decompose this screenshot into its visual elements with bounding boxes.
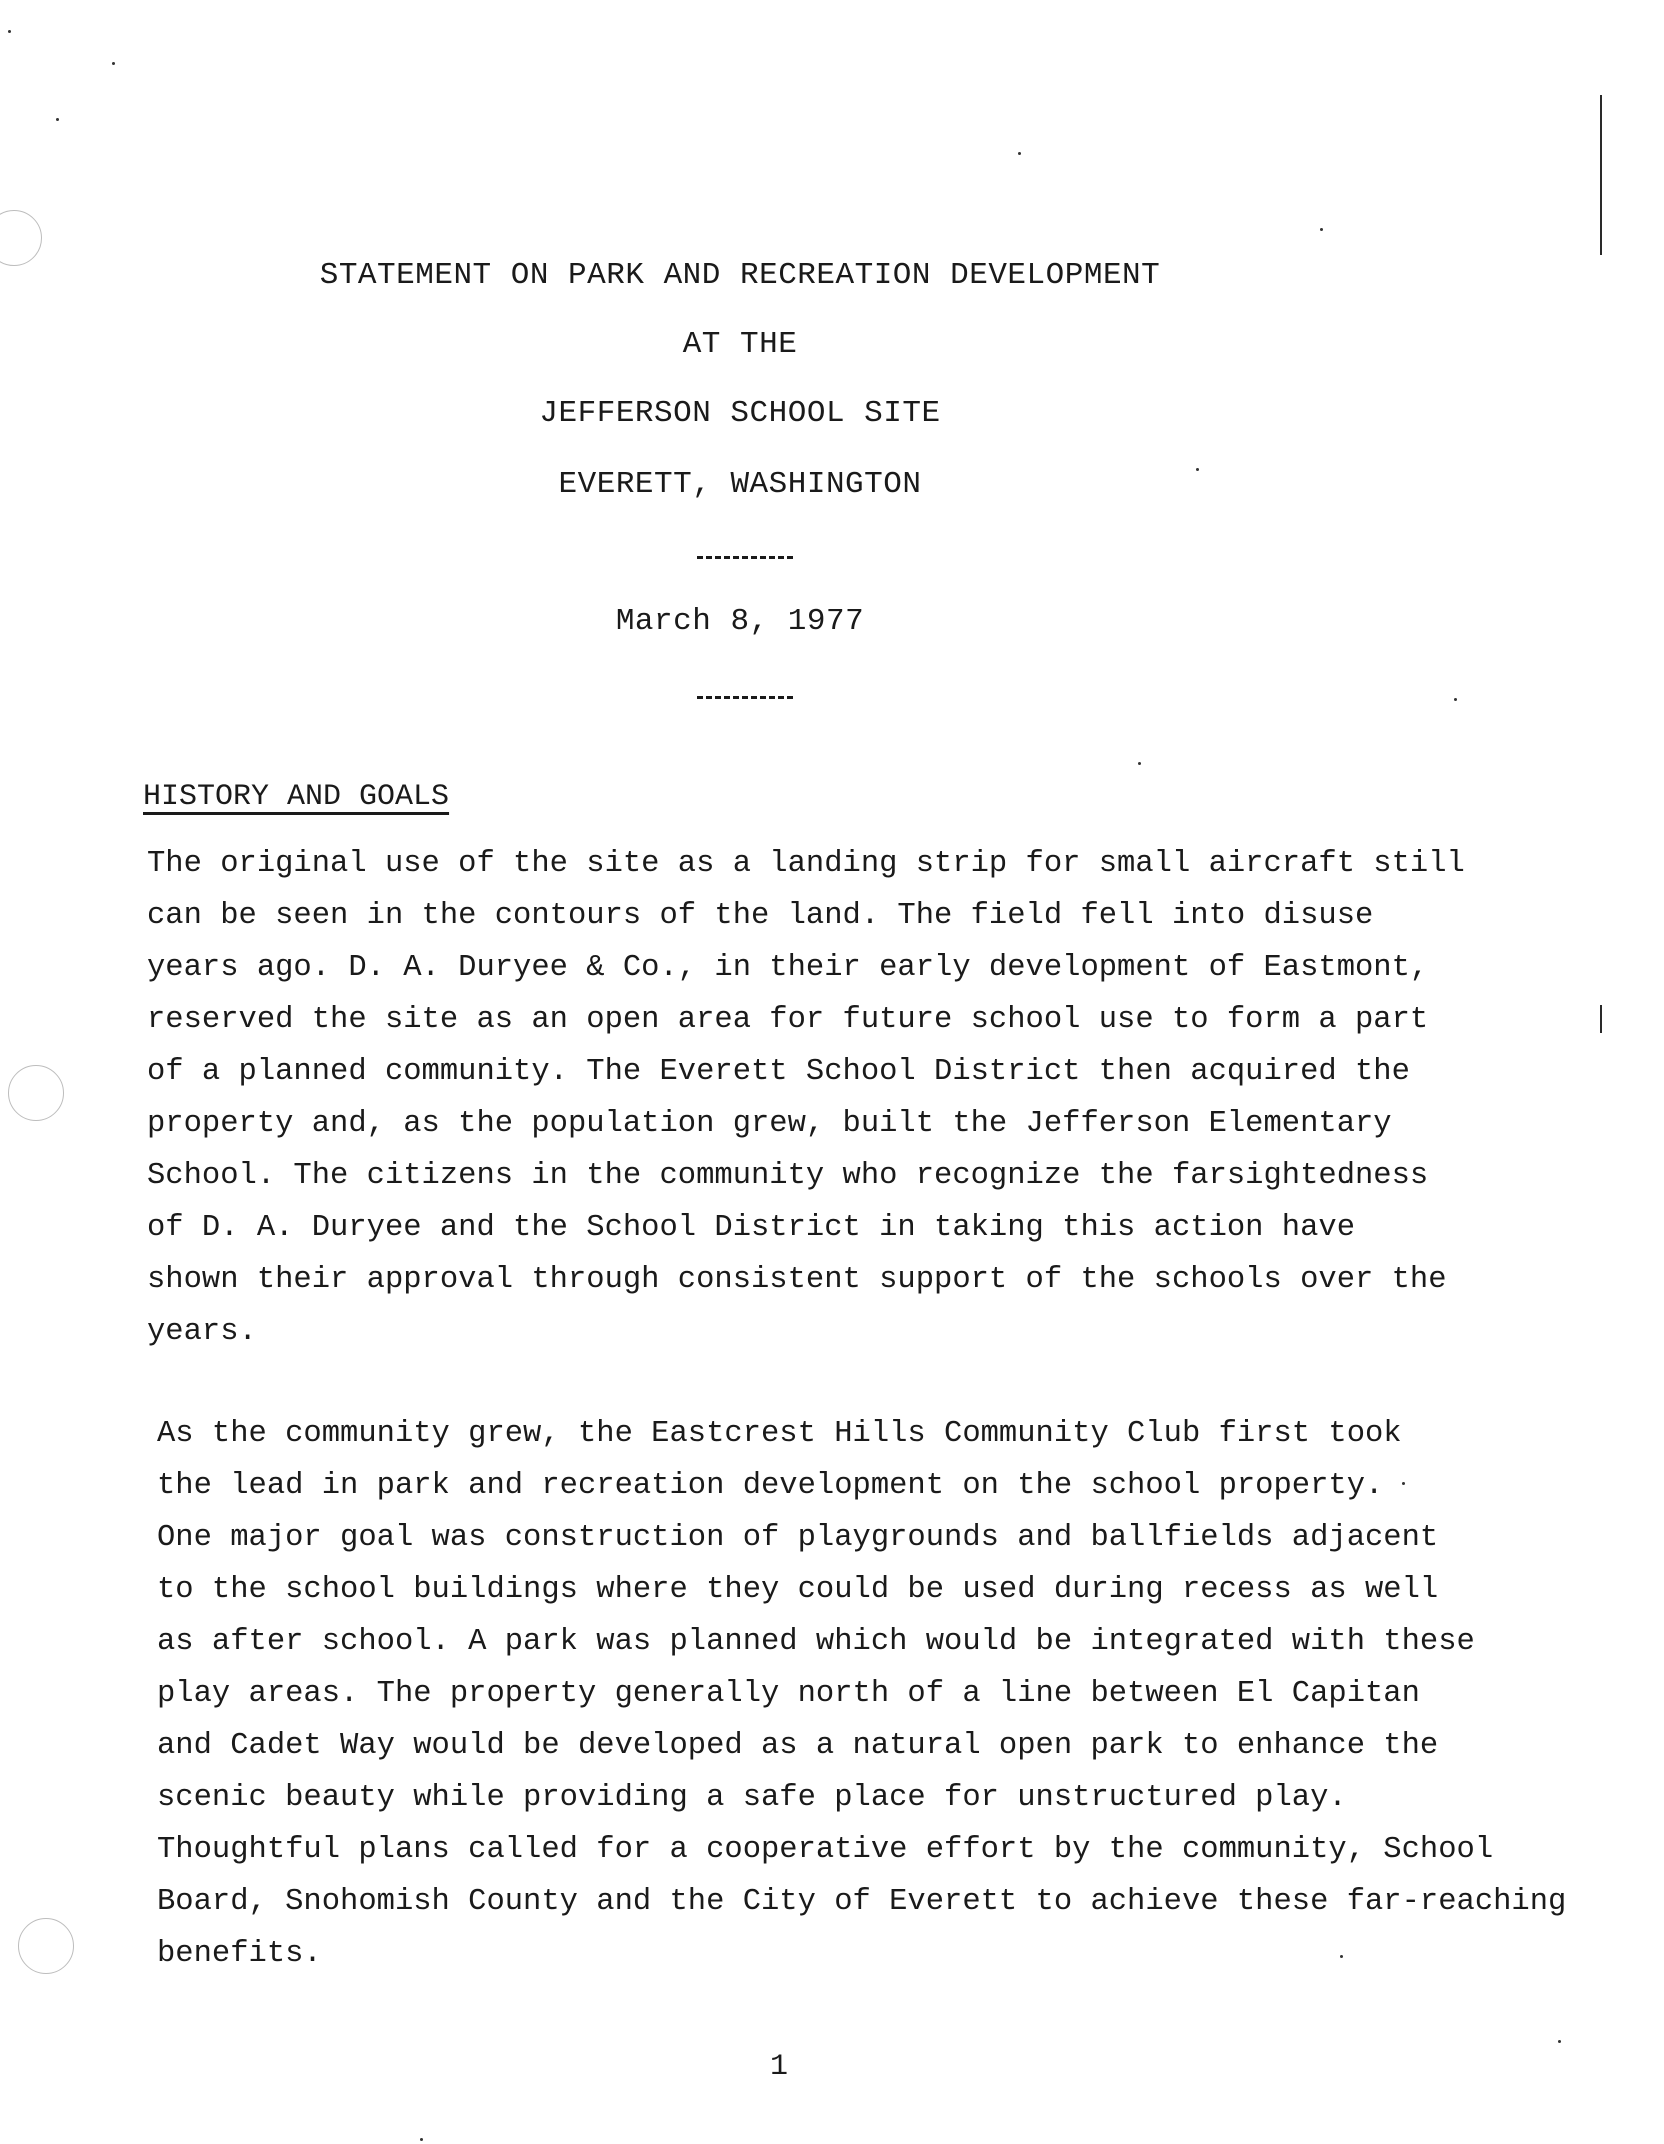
title-divider-bottom bbox=[697, 696, 793, 699]
paragraph-line: and Cadet Way would be developed as a natural open park to enhance the bbox=[157, 1729, 1439, 1763]
page-number: 1 bbox=[770, 2050, 789, 2084]
paragraph-line: shown their approval through consistent support of the schools over the bbox=[147, 1263, 1447, 1297]
scan-speck bbox=[420, 2138, 423, 2141]
document-title-line-2: AT THE bbox=[682, 327, 798, 362]
scan-speck bbox=[8, 30, 11, 33]
paragraph-line: play areas. The property generally north of a line between El Capitan bbox=[157, 1677, 1420, 1711]
section-heading: HISTORY AND GOALS bbox=[143, 780, 450, 814]
paragraph-line: to the school buildings where they could be used during recess as well bbox=[157, 1573, 1439, 1607]
scan-edge-mark bbox=[1600, 1005, 1602, 1033]
paragraph-line: reserved the site as an open area for future school use to form a part bbox=[147, 1003, 1429, 1037]
scan-edge-line bbox=[1600, 95, 1602, 255]
scan-speck bbox=[1454, 698, 1457, 701]
punch-hole-middle bbox=[8, 1065, 64, 1121]
scan-speck bbox=[112, 62, 115, 65]
document-title-line-1: STATEMENT ON PARK AND RECREATION DEVELOPMENT bbox=[319, 258, 1161, 293]
scan-speck bbox=[1558, 2040, 1561, 2043]
paragraph-line: of D. A. Duryee and the School District in taking this action have bbox=[147, 1211, 1355, 1245]
paragraph-history bbox=[147, 838, 1465, 1358]
paragraph-line: of a planned community. The Everett School District then acquired the bbox=[147, 1055, 1410, 1089]
paragraph-line: years. bbox=[147, 1315, 257, 1349]
paragraph-line: benefits. bbox=[157, 1937, 322, 1971]
scan-speck bbox=[1320, 228, 1323, 231]
paragraph-line: property and, as the population grew, built the Jefferson Elementary bbox=[147, 1107, 1392, 1141]
document-title-line-4: EVERETT, WASHINGTON bbox=[558, 467, 922, 502]
paragraph-line: Thoughtful plans called for a cooperative effort by the community, School bbox=[157, 1833, 1494, 1867]
paragraph-line: as after school. A park was planned which would be integrated with these bbox=[157, 1625, 1475, 1659]
document-title-line-3: JEFFERSON SCHOOL SITE bbox=[539, 396, 941, 431]
scan-speck bbox=[1138, 762, 1141, 765]
paragraph-line: As the community grew, the Eastcrest Hills Community Club first took bbox=[157, 1417, 1402, 1451]
paragraph-line: can be seen in the contours of the land. The field fell into disuse bbox=[147, 899, 1374, 933]
document-date: March 8, 1977 bbox=[615, 604, 865, 639]
paragraph-line: Board, Snohomish County and the City of Everett to achieve these far-reaching bbox=[157, 1885, 1567, 1919]
paragraph-line: The original use of the site as a landing strip for small aircraft still bbox=[147, 847, 1465, 881]
paragraph-line: the lead in park and recreation development on the school property. bbox=[157, 1469, 1384, 1503]
punch-hole-bottom bbox=[18, 1918, 74, 1974]
scan-speck bbox=[56, 118, 59, 121]
paragraph-line: One major goal was construction of playgrounds and ballfields adjacent bbox=[157, 1521, 1439, 1555]
scan-speck bbox=[1018, 152, 1021, 155]
title-divider-top bbox=[697, 556, 793, 559]
paragraph-line: scenic beauty while providing a safe place for unstructured play. bbox=[157, 1781, 1347, 1815]
paragraph-line: years ago. D. A. Duryee & Co., in their early development of Eastmont, bbox=[147, 951, 1429, 985]
paragraph-goals bbox=[157, 1408, 1566, 1980]
paragraph-line: School. The citizens in the community who recognize the farsightedness bbox=[147, 1159, 1429, 1193]
